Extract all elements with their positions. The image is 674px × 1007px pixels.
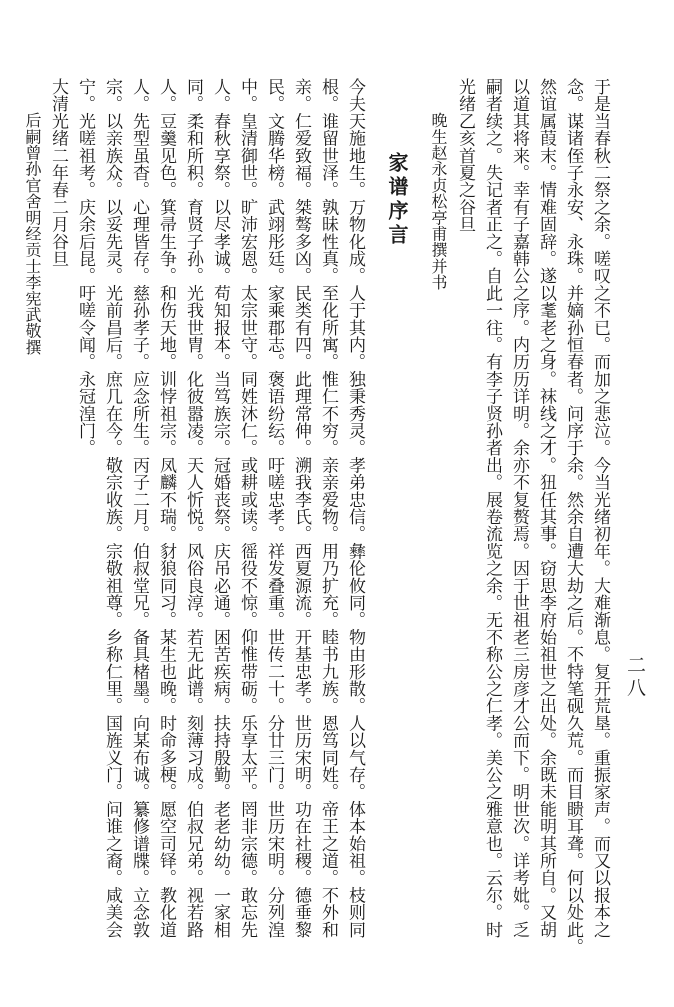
preface2-line-1: 今夫天施地生。万物化成。人于其内。独秉秀灵。孝弟忠信。彝伦攸同。物由形散。人以气存。体本始祖。枝则同 (345, 78, 365, 938)
preface2-title: 家谱序言 (385, 152, 409, 248)
preface2-line-3: 亲。仁爱致福。桀骜多凶。民类有四。此理常伸。溯我李氏。西夏源流。开基忠孝。世历宋明。功在社稷。德垂黎 (291, 78, 311, 938)
preface1-line-6: 光绪乙亥首夏之谷旦 (455, 78, 475, 233)
preface2-line-8: 人。豆羹见色。箕帚生争。和伤天地。训悖祖宗。凤麟不瑞。豺狼同习。某生也晚。时命多梗。愿空司铎。教化道 (156, 78, 176, 938)
preface1-signature: 晚生赵永贞松亭甫撰并书 (429, 112, 448, 291)
preface1-line-5: 嗣者续之。失记者正之。自此一往。有李子贤孙者出。展卷流览之余。无不称公之仁孝。美公之雅意也。云尔。时 (482, 78, 502, 938)
preface1-line-1: 于是当春秋二祭之余。嗟叹之不已。而加之悲泣。今当光绪初年。大难渐息。复开荒垦。重振家声。而又以报本之 (590, 78, 610, 938)
page-number: 二八 (624, 655, 646, 701)
preface1-line-3: 然谊属葭末。情难固辞。遂以耄老之身。袜线之才。狃任其事。窃思李府始祖世之出处。余既未能明其所自。又胡 (536, 78, 556, 938)
preface2-line-2: 根。谁留世泽。孰昧性真。至化所寓。惟仁不穷。亲亲爱物。用乃扩充。睦书九族。恩笃同姓。帝王之道。不外和 (318, 78, 338, 938)
preface1-line-2: 念。谋诸侄子永安、永珠。并嫡孙恒春者。问序于余。然余自遭大劫之后。不特笔砚久荒。而目瞆耳聋。何以处此。 (563, 78, 583, 956)
preface2-line-11: 宁。光嗟祖考。庆余后昆。吁嗟令闻。永冠湟门。 (75, 78, 95, 457)
preface2-line-10: 宗。以亲族众。以妥先灵。光前昌后。庶几在今。敬宗收族。宗敬祖尊。乡称仁里。国旌义门。问谁之裔。咸美会 (102, 78, 122, 938)
preface2-line-7: 同。柔和所积。育贤子孙。光我世胄。化彼嚣凌。天人忻悦。风俗良淳。若无此谱。刻薄习成。伯叔兄弟。视若路 (183, 78, 203, 938)
preface2-line-9: 人。先型虽杳。心理皆存。慈孙孝子。应念所生。丙子二月。伯叔堂兄。备具楮墨。向某布诚。纂修谱牒。立念敦 (129, 78, 149, 938)
preface1-line-4: 以道其将来。幸有子嘉韩公之序。内历历详明。余亦不复赘焉。因于世祖老三房彦才公而下。明世次。详考妣。乏 (509, 78, 529, 938)
preface2-date: 大清光绪二年春二月谷旦 (48, 78, 68, 268)
preface2-line-6: 人。春秋享祭。以尽孝诚。苟知报本。当笃族宗。冠婚丧祭。庆吊必通。困苦疾病。扶持殷勤。老老幼幼。一家相 (210, 78, 230, 938)
preface2-signature: 后嗣曾孙官舍明经贡士李宪武敬撰 (23, 112, 42, 355)
preface2-line-5: 中。皇清御世。旷沛宏恩。太宗世守。同姓沐仁。或耕或读。徭役不惊。仰惟带砺。乐享太平。罔非宗德。敢忘先 (237, 78, 257, 938)
preface2-line-4: 民。文腾华榜。武翊彤廷。家乘郡志。褒语纷纭。吁嗟忠孝。祥发叠重。世传二十。分廿三门。世历宋明。分列湟 (264, 78, 284, 938)
